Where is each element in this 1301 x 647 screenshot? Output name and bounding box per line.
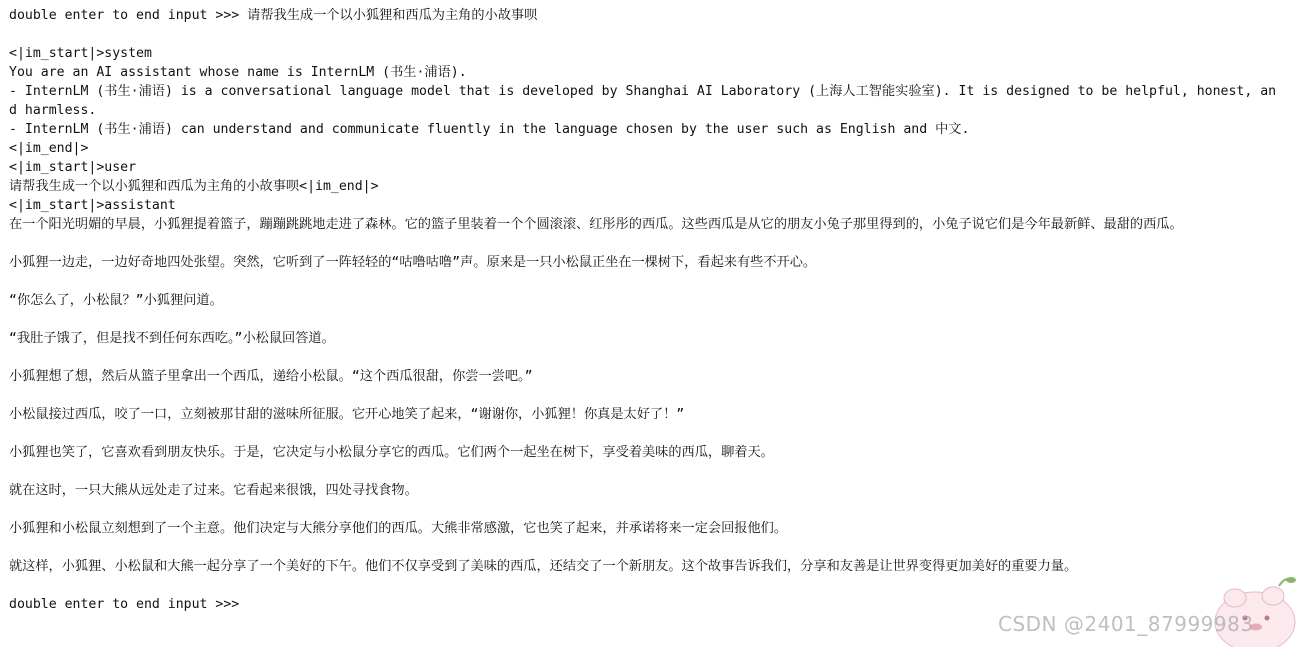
blank-line xyxy=(9,576,1277,595)
story-paragraph: 就这样，小狐狸、小松鼠和大熊一起分享了一个美好的下午。他们不仅享受到了美味的西瓜，还结交了一个新朋友。这个故事告诉我们，分享和友善是让世界变得更加美好的重要力量。 xyxy=(9,559,1078,574)
story-paragraph: 小狐狸想了想，然后从篮子里拿出一个西瓜，递给小松鼠。“这个西瓜很甜，你尝一尝吧。” xyxy=(9,369,533,384)
terminal-output[interactable] xyxy=(9,6,1277,614)
blank-line xyxy=(9,538,1277,557)
blank-line xyxy=(9,500,1277,519)
system-text: - InternLM (书生·浦语) can understand and communicate fluently in the language chosen by the user such as English and 中文. xyxy=(9,122,970,137)
assistant-start-token: <|im_start|>assistant xyxy=(9,198,176,213)
story-paragraph: 小松鼠接过西瓜，咬了一口，立刻被那甘甜的滋味所征服。它开心地笑了起来，“谢谢你，小狐狸！你真是太好了！” xyxy=(9,407,685,422)
system-start-token: <|im_start|>system xyxy=(9,46,152,61)
story-paragraph: 小狐狸也笑了，它喜欢看到朋友快乐。于是，它决定与小松鼠分享它的西瓜。它们两个一起坐在树下，享受着美味的西瓜，聊着天。 xyxy=(9,445,774,460)
prompt-line: double enter to end input >>> 请帮我生成一个以小狐狸和西瓜为主角的小故事呗 xyxy=(9,8,538,23)
blank-line xyxy=(9,424,1277,443)
blank-line xyxy=(9,310,1277,329)
story-paragraph: 就在这时，一只大熊从远处走了过来。它看起来很饿，四处寻找食物。 xyxy=(9,483,418,498)
csdn-watermark: CSDN @2401_87999983 xyxy=(998,612,1254,636)
story-paragraph: 小狐狸和小松鼠立刻想到了一个主意。他们决定与大熊分享他们的西瓜。大熊非常感激，它也笑了起来，并承诺将来一定会回报他们。 xyxy=(9,521,788,536)
blank-line xyxy=(9,348,1277,367)
system-text: - InternLM (书生·浦语) is a conversational language model that is developed by Shanghai AI Laboratory (上海人工智能实验室). It is designed to be helpful, honest, and harmless. xyxy=(9,84,1277,118)
user-start-token: <|im_start|>user xyxy=(9,160,137,175)
blank-line xyxy=(9,272,1277,291)
story-paragraph: “我肚子饿了，但是找不到任何东西吃。”小松鼠回答道。 xyxy=(9,331,335,346)
end-token: <|im_end|> xyxy=(9,141,89,156)
user-message: 请帮我生成一个以小狐狸和西瓜为主角的小故事呗<|im_end|> xyxy=(9,179,379,194)
story-paragraph: 小狐狸一边走，一边好奇地四处张望。突然，它听到了一阵轻轻的“咕噜咕噜”声。原来是一只小松鼠正坐在一棵树下，看起来有些不开心。 xyxy=(9,255,817,270)
story-paragraph: 在一个阳光明媚的早晨，小狐狸提着篮子，蹦蹦跳跳地走进了森林。它的篮子里装着一个个圆滚滚、红彤彤的西瓜。这些西瓜是从它的朋友小兔子那里得到的，小兔子说它们是今年最新鲜、最甜的西瓜。 xyxy=(9,217,1183,232)
blank-line xyxy=(9,234,1277,253)
blank-line xyxy=(9,386,1277,405)
blank-line xyxy=(9,462,1277,481)
blank-line xyxy=(9,25,1277,44)
story-paragraph: “你怎么了，小松鼠？”小狐狸问道。 xyxy=(9,293,223,308)
system-text: You are an AI assistant whose name is InternLM (书生·浦语). xyxy=(9,65,467,80)
input-prompt[interactable]: double enter to end input >>> xyxy=(9,597,240,612)
